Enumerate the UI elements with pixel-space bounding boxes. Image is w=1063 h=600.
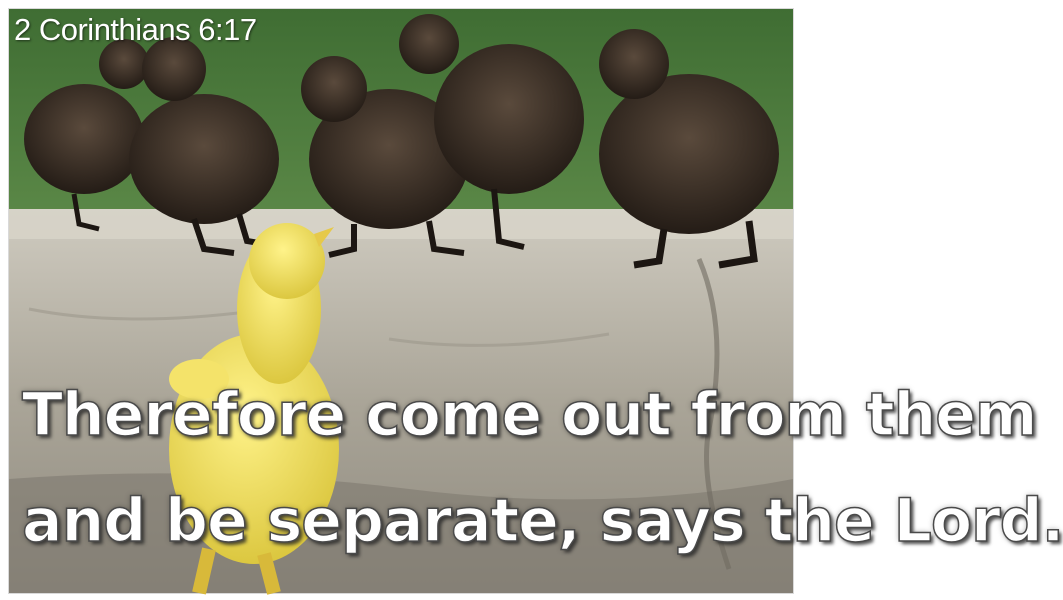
scripture-reference: 2 Corinthians 6:17 xyxy=(14,12,257,47)
caption-line-2: and be separate, says the Lord. xyxy=(22,486,1063,556)
caption-line-1: Therefore come out from them xyxy=(22,380,1037,450)
